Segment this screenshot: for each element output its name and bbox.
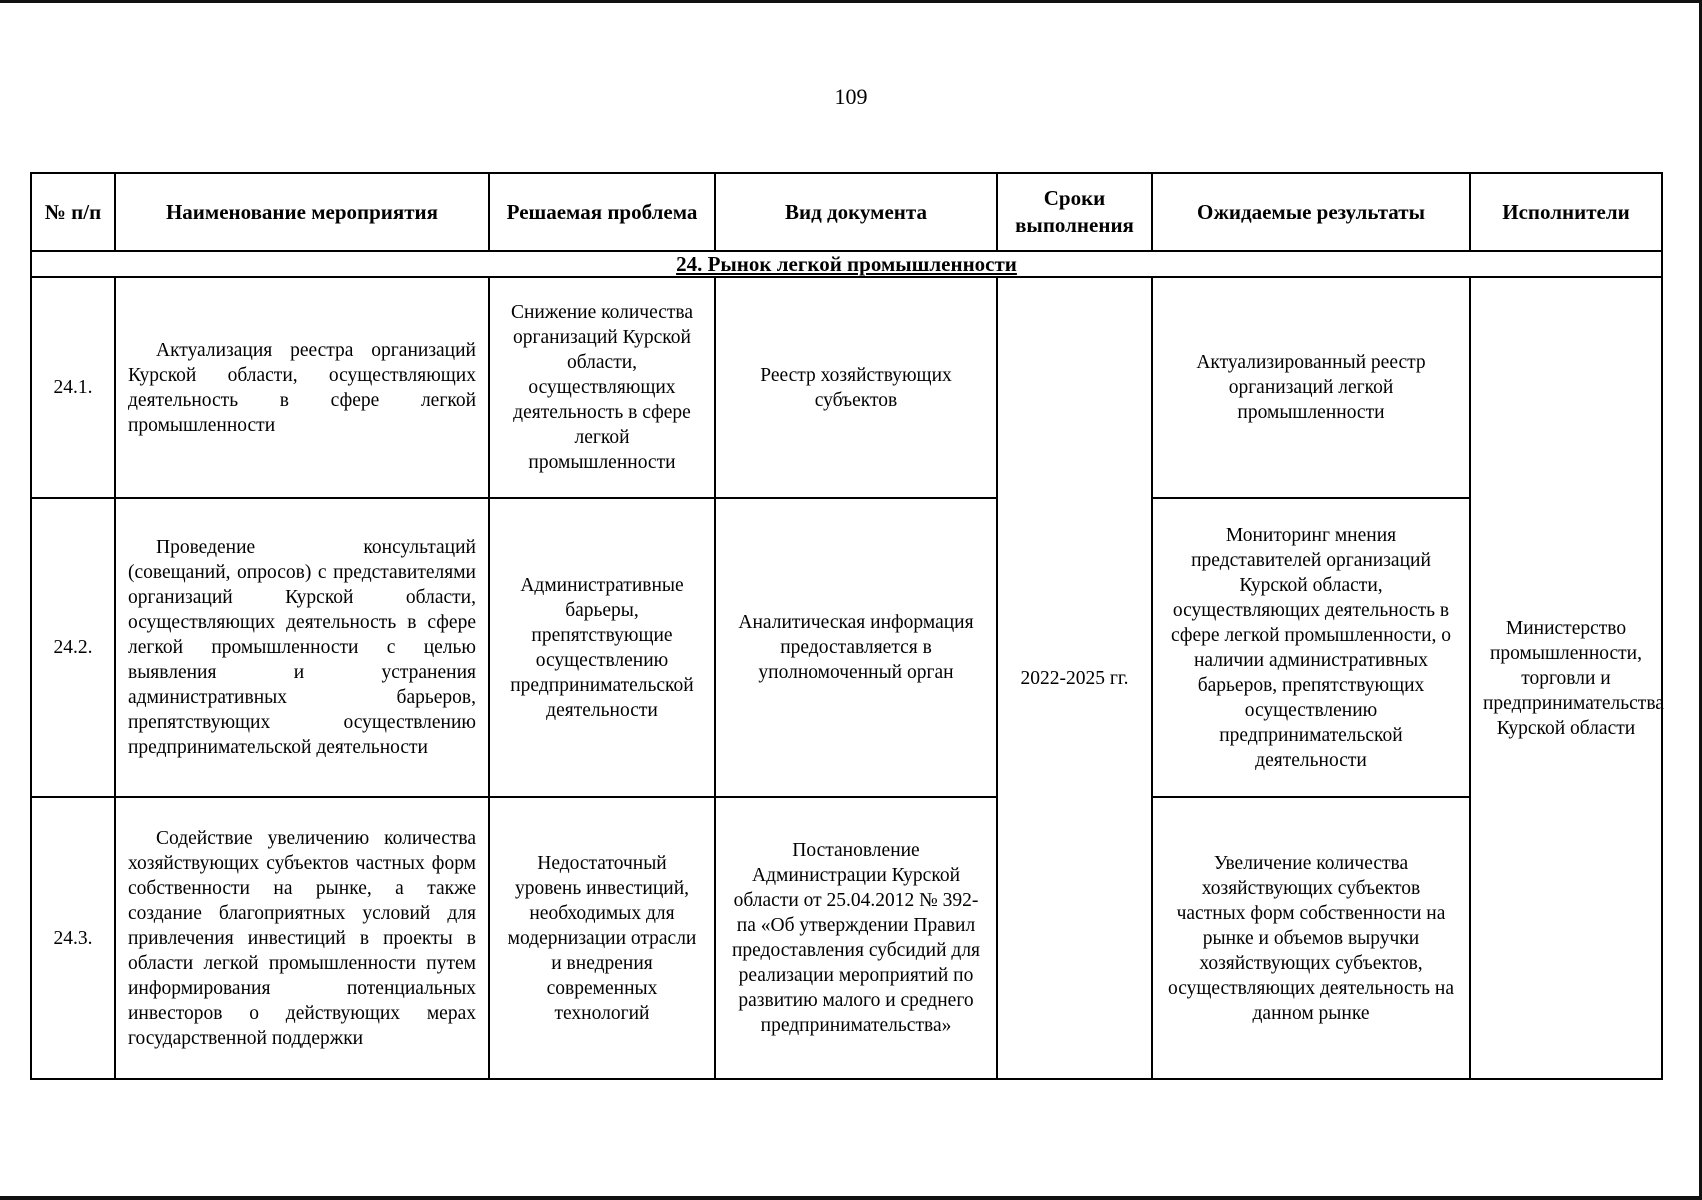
page-number: 109 <box>834 84 868 109</box>
deadline-cell: 2022-2025 гг. <box>997 277 1152 1079</box>
section-row <box>31 251 1662 277</box>
doc-type-cell: Реестр хозяйствующих субъектов <box>715 277 997 498</box>
results-cell: Мониторинг мнения представителей организаций Курской области, осуществляющих деятельность в сфере легкой промышленности, о наличии административных барьеров, препятствующих осуществлению предпринимательской деятельности <box>1152 498 1470 797</box>
activity-name-text: Содействие увеличению количества хозяйствующих субъектов частных форм собственности на рынке, а также создание благоприятных условий для привлечения инвестиций в проекты в области легкой промышленности путем информирования потенциальных инвесторов о действующих мерах государственной поддержки <box>128 827 476 1049</box>
header-row <box>31 173 1662 251</box>
row-number: 24.1. <box>31 277 115 498</box>
row-number: 24.2. <box>31 498 115 797</box>
activity-name-text: Актуализация реестра организаций Курской области, осуществляющих деятельность в сфере легкой промышленности <box>128 339 476 436</box>
problem-cell: Административные барьеры, препятствующие осуществлению предпринимательской деятельности <box>489 498 715 797</box>
activity-name <box>115 498 489 797</box>
header-doc-type: Вид документа <box>715 173 997 251</box>
scan-top-edge <box>0 0 1702 3</box>
header-problem: Решаемая проблема <box>489 173 715 251</box>
row-number: 24.3. <box>31 797 115 1079</box>
header-executors: Исполнители <box>1470 173 1662 251</box>
activities-table <box>30 172 1663 1080</box>
doc-type-cell: Аналитическая информация предоставляется в уполномоченный орган <box>715 498 997 797</box>
table-row <box>31 277 1662 498</box>
results-cell: Увеличение количества хозяйствующих субъектов частных форм собственности на рынке и объемов выручки хозяйствующих субъектов, осуществляющих деятельность на данном рынке <box>1152 797 1470 1079</box>
doc-type-cell: Постановление Администрации Курской области от 25.04.2012 № 392-па «Об утверждении Правил предоставления субсидий для реализации мероприятий по развитию малого и среднего предпринимательства» <box>715 797 997 1079</box>
header-results: Ожидаемые результаты <box>1152 173 1470 251</box>
executors-cell: Министерство промышленности, торговли и предпринимательства Курской области <box>1470 277 1662 1079</box>
activity-name <box>115 277 489 498</box>
scan-bottom-edge <box>0 1196 1702 1200</box>
header-name: Наименование мероприятия <box>115 173 489 251</box>
table-row <box>31 797 1662 1079</box>
results-cell: Актуализированный реестр организаций легкой промышленности <box>1152 277 1470 498</box>
activity-name <box>115 797 489 1079</box>
header-deadline: Сроки выполнения <box>997 173 1152 251</box>
header-num: № п/п <box>31 173 115 251</box>
activity-name-text: Проведение консультаций (совещаний, опросов) с представителями организаций Курской области, осуществляющих деятельность в сфере легкой промышленности с целью выявления и устранения административных барьеров, препятствующих осуществлению предпринимательской деятельности <box>128 537 476 758</box>
section-title-cell <box>31 251 1662 277</box>
section-title: 24. Рынок легкой промышленности <box>676 252 1017 276</box>
problem-cell: Снижение количества организаций Курской области, осуществляющих деятельность в сфере легкой промышленности <box>489 277 715 498</box>
problem-cell: Недостаточный уровень инвестиций, необходимых для модернизации отрасли и внедрения современных технологий <box>489 797 715 1079</box>
table-row <box>31 498 1662 797</box>
